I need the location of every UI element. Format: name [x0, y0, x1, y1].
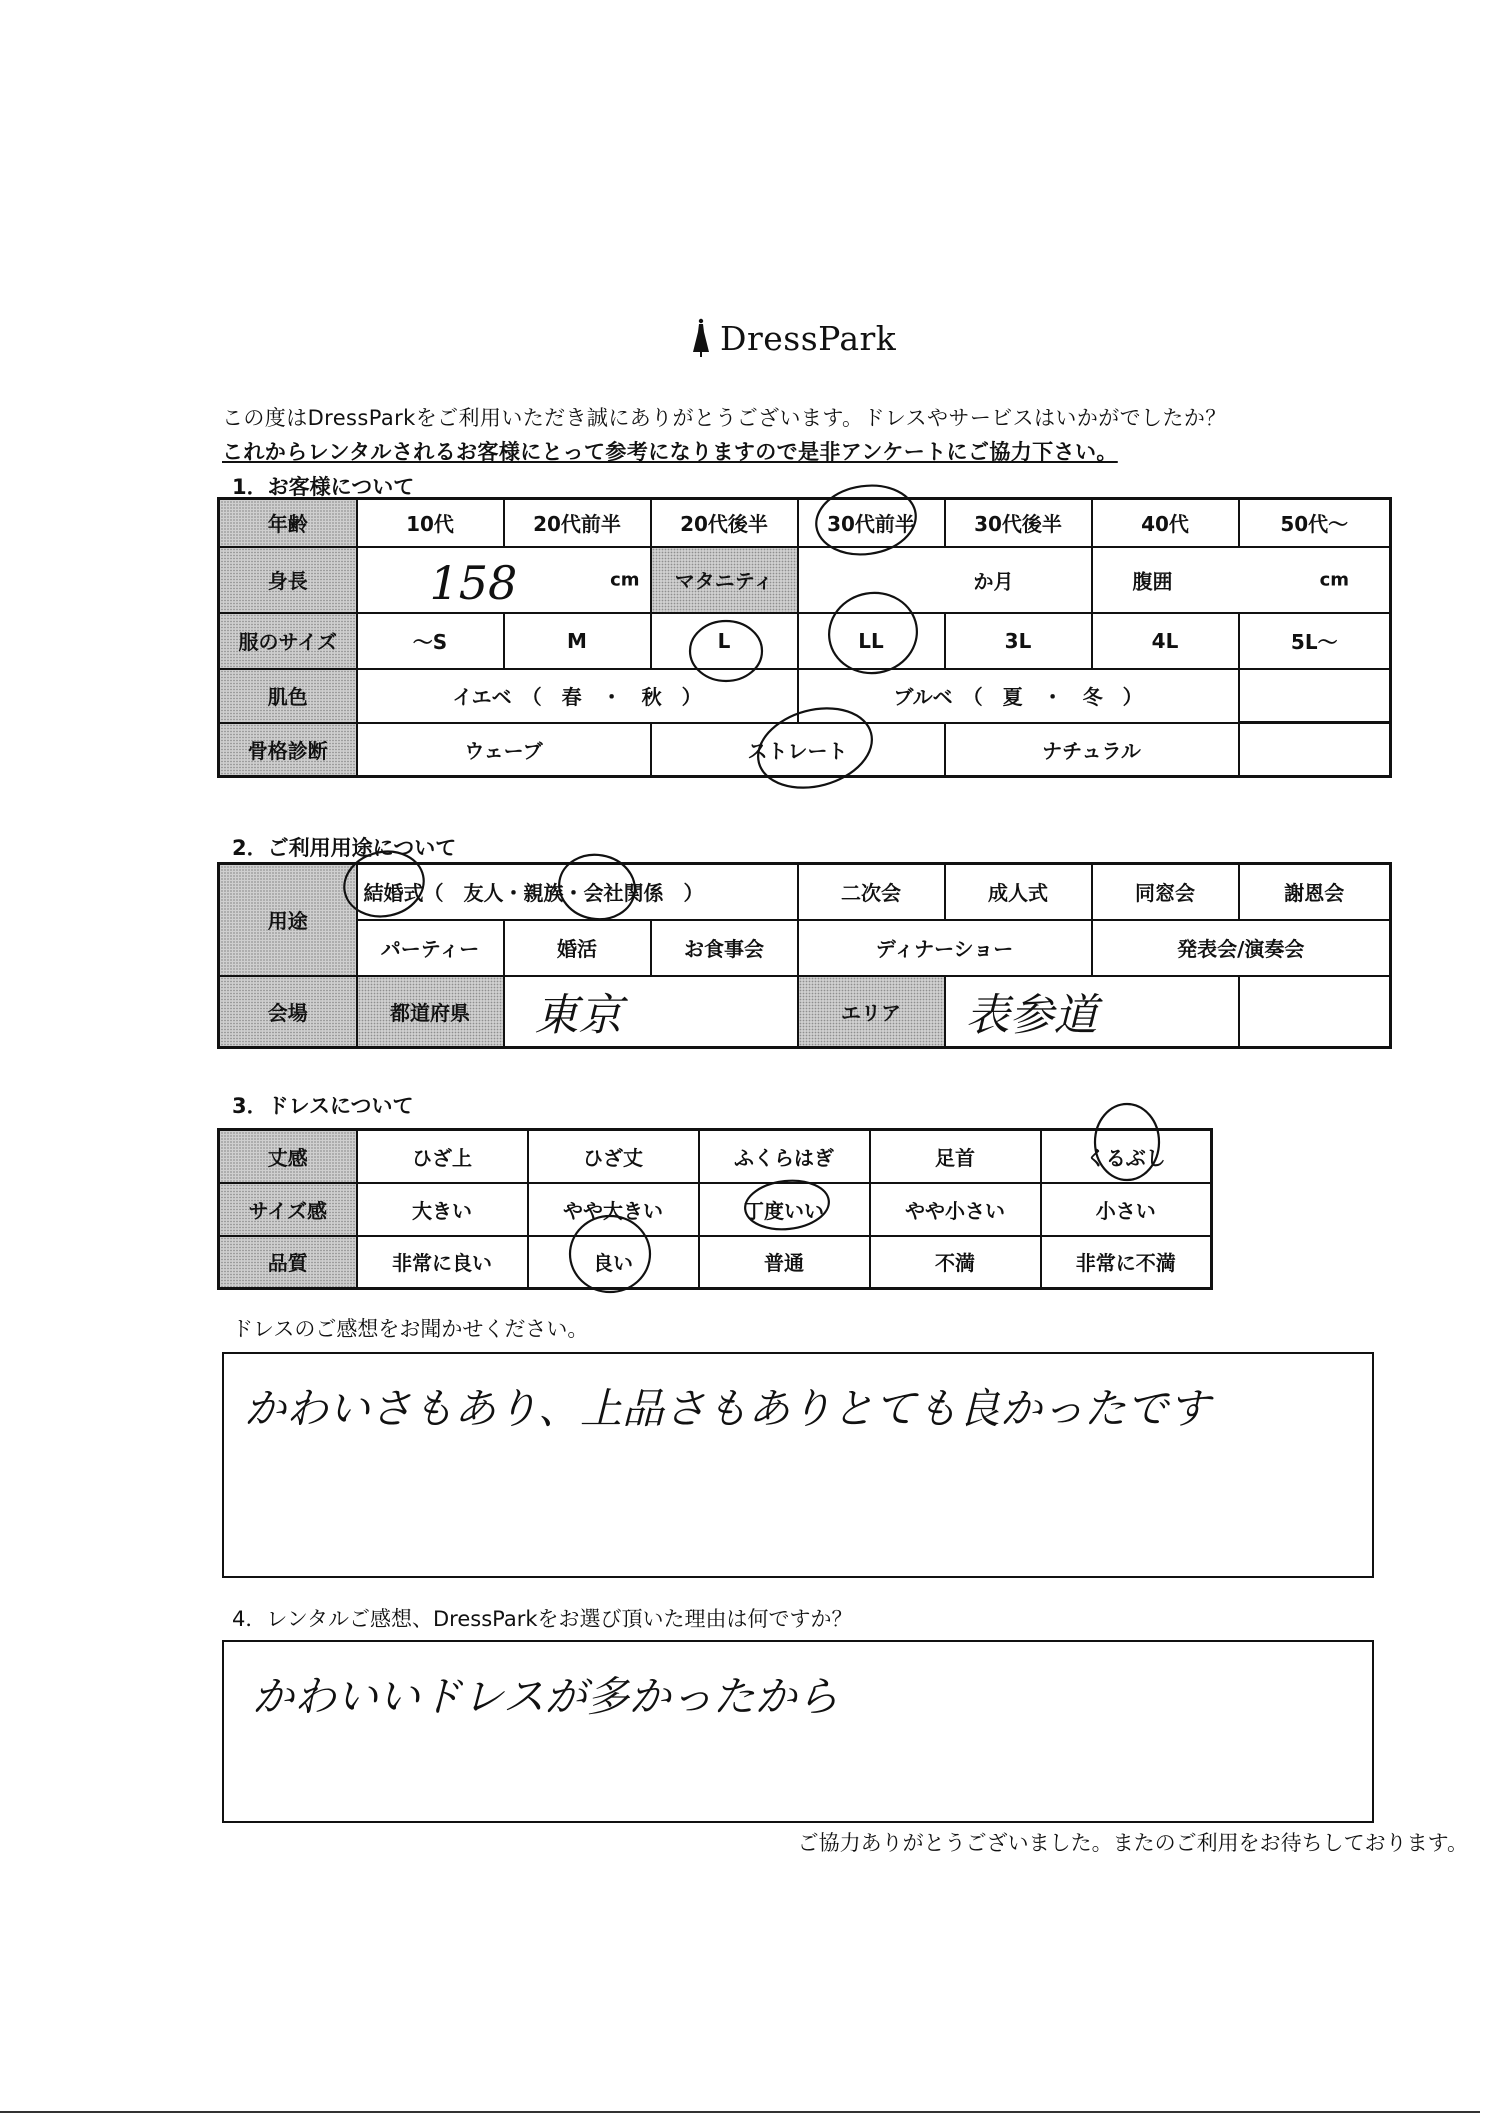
reason-text: かわいいドレスが多かったから [252, 1672, 839, 1721]
venue-row [219, 976, 1391, 1048]
prefecture-label: 都道府県 [357, 976, 504, 1048]
page-bottom-edge [0, 2111, 1480, 2113]
quality-option[interactable]: 非常に良い [357, 1236, 528, 1289]
length-option[interactable]: 足首 [870, 1130, 1041, 1183]
usage-table [217, 862, 1392, 1049]
section-2-title: 2．ご利用用途について [232, 836, 457, 860]
customer-table [217, 497, 1392, 778]
waist-unit: cm [1319, 569, 1349, 590]
section-3-title: 3．ドレスについて [232, 1094, 414, 1118]
area-label: エリア [798, 976, 945, 1048]
fit-option[interactable]: やや大きい [528, 1183, 699, 1236]
age-option[interactable]: 50代～ [1239, 499, 1391, 547]
waist-label: 腹囲 [1132, 569, 1173, 593]
quality-option[interactable]: 不満 [870, 1236, 1041, 1289]
skeleton-row [219, 723, 1391, 777]
reason-box[interactable] [222, 1640, 1374, 1823]
purpose-option[interactable]: お食事会 [651, 920, 798, 976]
age-label: 年齢 [219, 499, 357, 547]
size-option[interactable]: M [504, 613, 651, 669]
size-option[interactable]: 3L [945, 613, 1092, 669]
age-option[interactable]: 30代前半 [798, 499, 945, 547]
size-option[interactable]: L [651, 613, 798, 669]
comment-box[interactable] [222, 1352, 1374, 1578]
purpose-option[interactable]: 二次会 [798, 864, 945, 920]
intro-line-1: この度はDressParkをご利用いただき誠にありがとうございます。ドレスやサービスはいかがでしたか？ [222, 406, 1227, 430]
length-option[interactable]: くるぶし [1041, 1130, 1212, 1183]
size-option[interactable]: 4L [1092, 613, 1239, 669]
maternity-field[interactable] [798, 547, 1092, 613]
fit-option[interactable]: やや小さい [870, 1183, 1041, 1236]
age-option[interactable]: 10代 [357, 499, 504, 547]
area-value: 表参道 [965, 990, 1098, 1042]
waist-field[interactable] [1092, 547, 1391, 613]
fit-option[interactable]: 大きい [357, 1183, 528, 1236]
purpose-option[interactable]: パーティー [357, 920, 504, 976]
purpose-option[interactable]: 同窓会 [1092, 864, 1239, 920]
skin-label: 肌色 [219, 669, 357, 723]
height-field[interactable] [357, 547, 651, 613]
comment-text: かわいさもあり、上品さもありとても良かったです [244, 1384, 1211, 1433]
dress-table [217, 1128, 1213, 1290]
skin-option-yellow[interactable]: イエベ （ 春 ・ 秋 ） [357, 669, 798, 723]
quality-option[interactable]: 普通 [699, 1236, 870, 1289]
quality-option[interactable]: 良い [528, 1236, 699, 1289]
section-4-title: 4．レンタルご感想、DressParkをお選び頂いた理由は何ですか？ [232, 1607, 853, 1631]
age-option[interactable]: 40代 [1092, 499, 1239, 547]
dress-icon [690, 318, 712, 358]
maternity-label: マタニティ [651, 547, 798, 613]
brand-logo [690, 318, 896, 358]
size-option[interactable]: LL [798, 613, 945, 669]
skin-row [219, 669, 1391, 723]
intro-line-2: これからレンタルされるお客様にとって参考になりますので是非アンケートにご協力下さい。 [222, 440, 1118, 464]
height-unit: cm [610, 569, 640, 590]
area-field[interactable] [945, 976, 1239, 1048]
length-option[interactable]: ひざ上 [357, 1130, 528, 1183]
quality-option[interactable]: 非常に不満 [1041, 1236, 1212, 1289]
purpose-row-2 [219, 920, 1391, 976]
empty-cell [1239, 669, 1391, 723]
fit-row [219, 1183, 1212, 1236]
height-label: 身長 [219, 547, 357, 613]
age-option[interactable]: 20代前半 [504, 499, 651, 547]
size-option[interactable]: ～S [357, 613, 504, 669]
quality-row [219, 1236, 1212, 1289]
prefecture-field[interactable] [504, 976, 798, 1048]
skeleton-option[interactable]: ストレート [651, 723, 945, 777]
length-option[interactable]: ひざ丈 [528, 1130, 699, 1183]
venue-label: 会場 [219, 976, 357, 1048]
height-row [219, 547, 1391, 613]
purpose-option[interactable]: 成人式 [945, 864, 1092, 920]
purpose-label: 用途 [219, 864, 357, 976]
purpose-option[interactable]: 発表会/演奏会 [1092, 920, 1391, 976]
prefecture-value: 東京 [534, 990, 623, 1042]
fit-option[interactable]: 丁度いい [699, 1183, 870, 1236]
age-option[interactable]: 30代後半 [945, 499, 1092, 547]
fit-option[interactable]: 小さい [1041, 1183, 1212, 1236]
purpose-option[interactable]: 婚活 [504, 920, 651, 976]
maternity-unit: か月 [973, 569, 1014, 593]
empty-cell [1239, 723, 1391, 777]
purpose-option[interactable]: ディナーショー [798, 920, 1092, 976]
section-1-title: 1．お客様について [232, 475, 415, 499]
skeleton-option[interactable]: ウェーブ [357, 723, 651, 777]
length-row [219, 1130, 1212, 1183]
size-row [219, 613, 1391, 669]
height-value: 158 [429, 555, 518, 610]
thanks-message: ご協力ありがとうございました。またのご利用をお待ちしております。 [797, 1831, 1468, 1855]
age-row [219, 499, 1391, 547]
skeleton-option[interactable]: ナチュラル [945, 723, 1239, 777]
size-option[interactable]: 5L～ [1239, 613, 1391, 669]
length-label: 丈感 [219, 1130, 357, 1183]
skeleton-label: 骨格診断 [219, 723, 357, 777]
fit-label: サイズ感 [219, 1183, 357, 1236]
skin-option-blue[interactable]: ブルベ （ 夏 ・ 冬 ） [798, 669, 1239, 723]
purpose-row-1 [219, 864, 1391, 920]
wedding-option[interactable]: 結婚式（ 友人・親族・会社関係 ） [357, 864, 798, 920]
empty-cell [1239, 976, 1391, 1048]
size-label: 服のサイズ [219, 613, 357, 669]
quality-label: 品質 [219, 1236, 357, 1289]
brand-name: DressPark [720, 318, 897, 358]
purpose-option[interactable]: 謝恩会 [1239, 864, 1391, 920]
comment-label: ドレスのご感想をお聞かせください。 [232, 1317, 589, 1341]
age-option[interactable]: 20代後半 [651, 499, 798, 547]
length-option[interactable]: ふくらはぎ [699, 1130, 870, 1183]
